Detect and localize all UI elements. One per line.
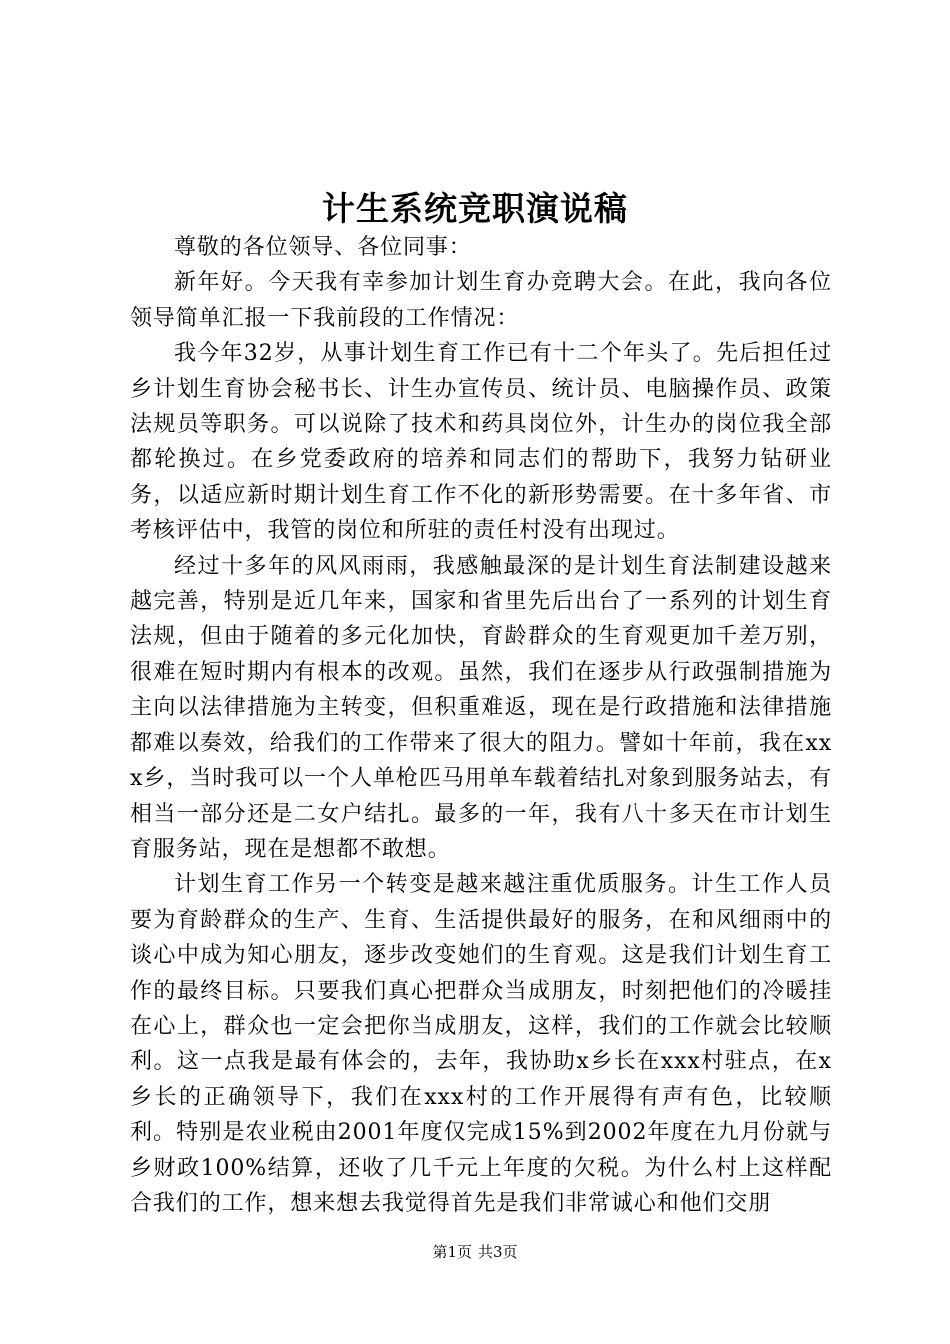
page-total: 共3页 <box>478 1243 518 1261</box>
service-paragraph: 计划生育工作另一个转变是越来越注重优质服务。计生工作人员要为育龄群众的生产、生育、生活提供最好的服务，在和风细雨中的谈心中成为知心朋友，逐步改变她们的生育观。这是我们计划生育工作的最终目标。只要我们真心把群众当成朋友，时刻把他们的冷暖挂在心上，群众也一定会把你当成朋友，这样，我们的工作就会比较顺利。这一点我是最有体会的，去年，我协助x乡长在xxx村驻点，在x乡长的正确领导下，我们在xxx村的工作开展得有声有色，比较顺利。特别是农业税由2001年度仅完成15%到2002年度在九月份就与乡财政100%结算，还收了几千元上年度的欠税。为什么村上这样配合我们的工作，想来想去我觉得首先是我们非常诚心和他们交朋 <box>130 872 832 1216</box>
page-number: 第1页 <box>432 1243 472 1261</box>
page-footer <box>0 1240 950 1264</box>
reflection-paragraph: 经过十多年的风风雨雨，我感触最深的是计划生育法制建设越来越完善，特别是近几年来，国家和省里先后出台了一系列的计划生育法规，但由于随着的多元化加快，育龄群众的生育观更加千差万别，很难在短时期内有根本的改观。虽然，我们在逐步从行政强制措施为主向以法律措施为主转变，但积重难返，现在是行政措施和法律措施都难以奏效，给我们的工作带来了很大的阻力。譬如十年前，我在xxx乡，当时我可以一个人单枪匹马用单车载着结扎对象到服务站去，有相当一部分还是二女户结扎。最多的一年，我有八十多天在市计划生育服务站，现在是想都不敢想。 <box>130 553 832 862</box>
experience-paragraph: 我今年32岁，从事计划生育工作已有十二个年头了。先后担任过乡计划生育协会秘书长、计生办宣传员、统计员、电脑操作员、政策法规员等职务。可以说除了技术和药具岗位外，计生办的岗位我全部都轮换过。在乡党委政府的培养和同志们的帮助下，我努力钻研业务，以适应新时期计划生育工作不化的新形势需要。在十多年省、市考核评估中，我管的岗位和所驻的责任村没有出现过。 <box>130 341 832 544</box>
greeting-paragraph: 新年好。今天我有幸参加计划生育办竞聘大会。在此，我向各位领导简单汇报一下我前段的工作情况： <box>130 270 832 331</box>
document-body <box>130 230 832 1221</box>
document-title: 计生系统竞职演说稿 <box>322 189 628 228</box>
salutation-paragraph: 尊敬的各位领导、各位同事： <box>174 235 472 260</box>
